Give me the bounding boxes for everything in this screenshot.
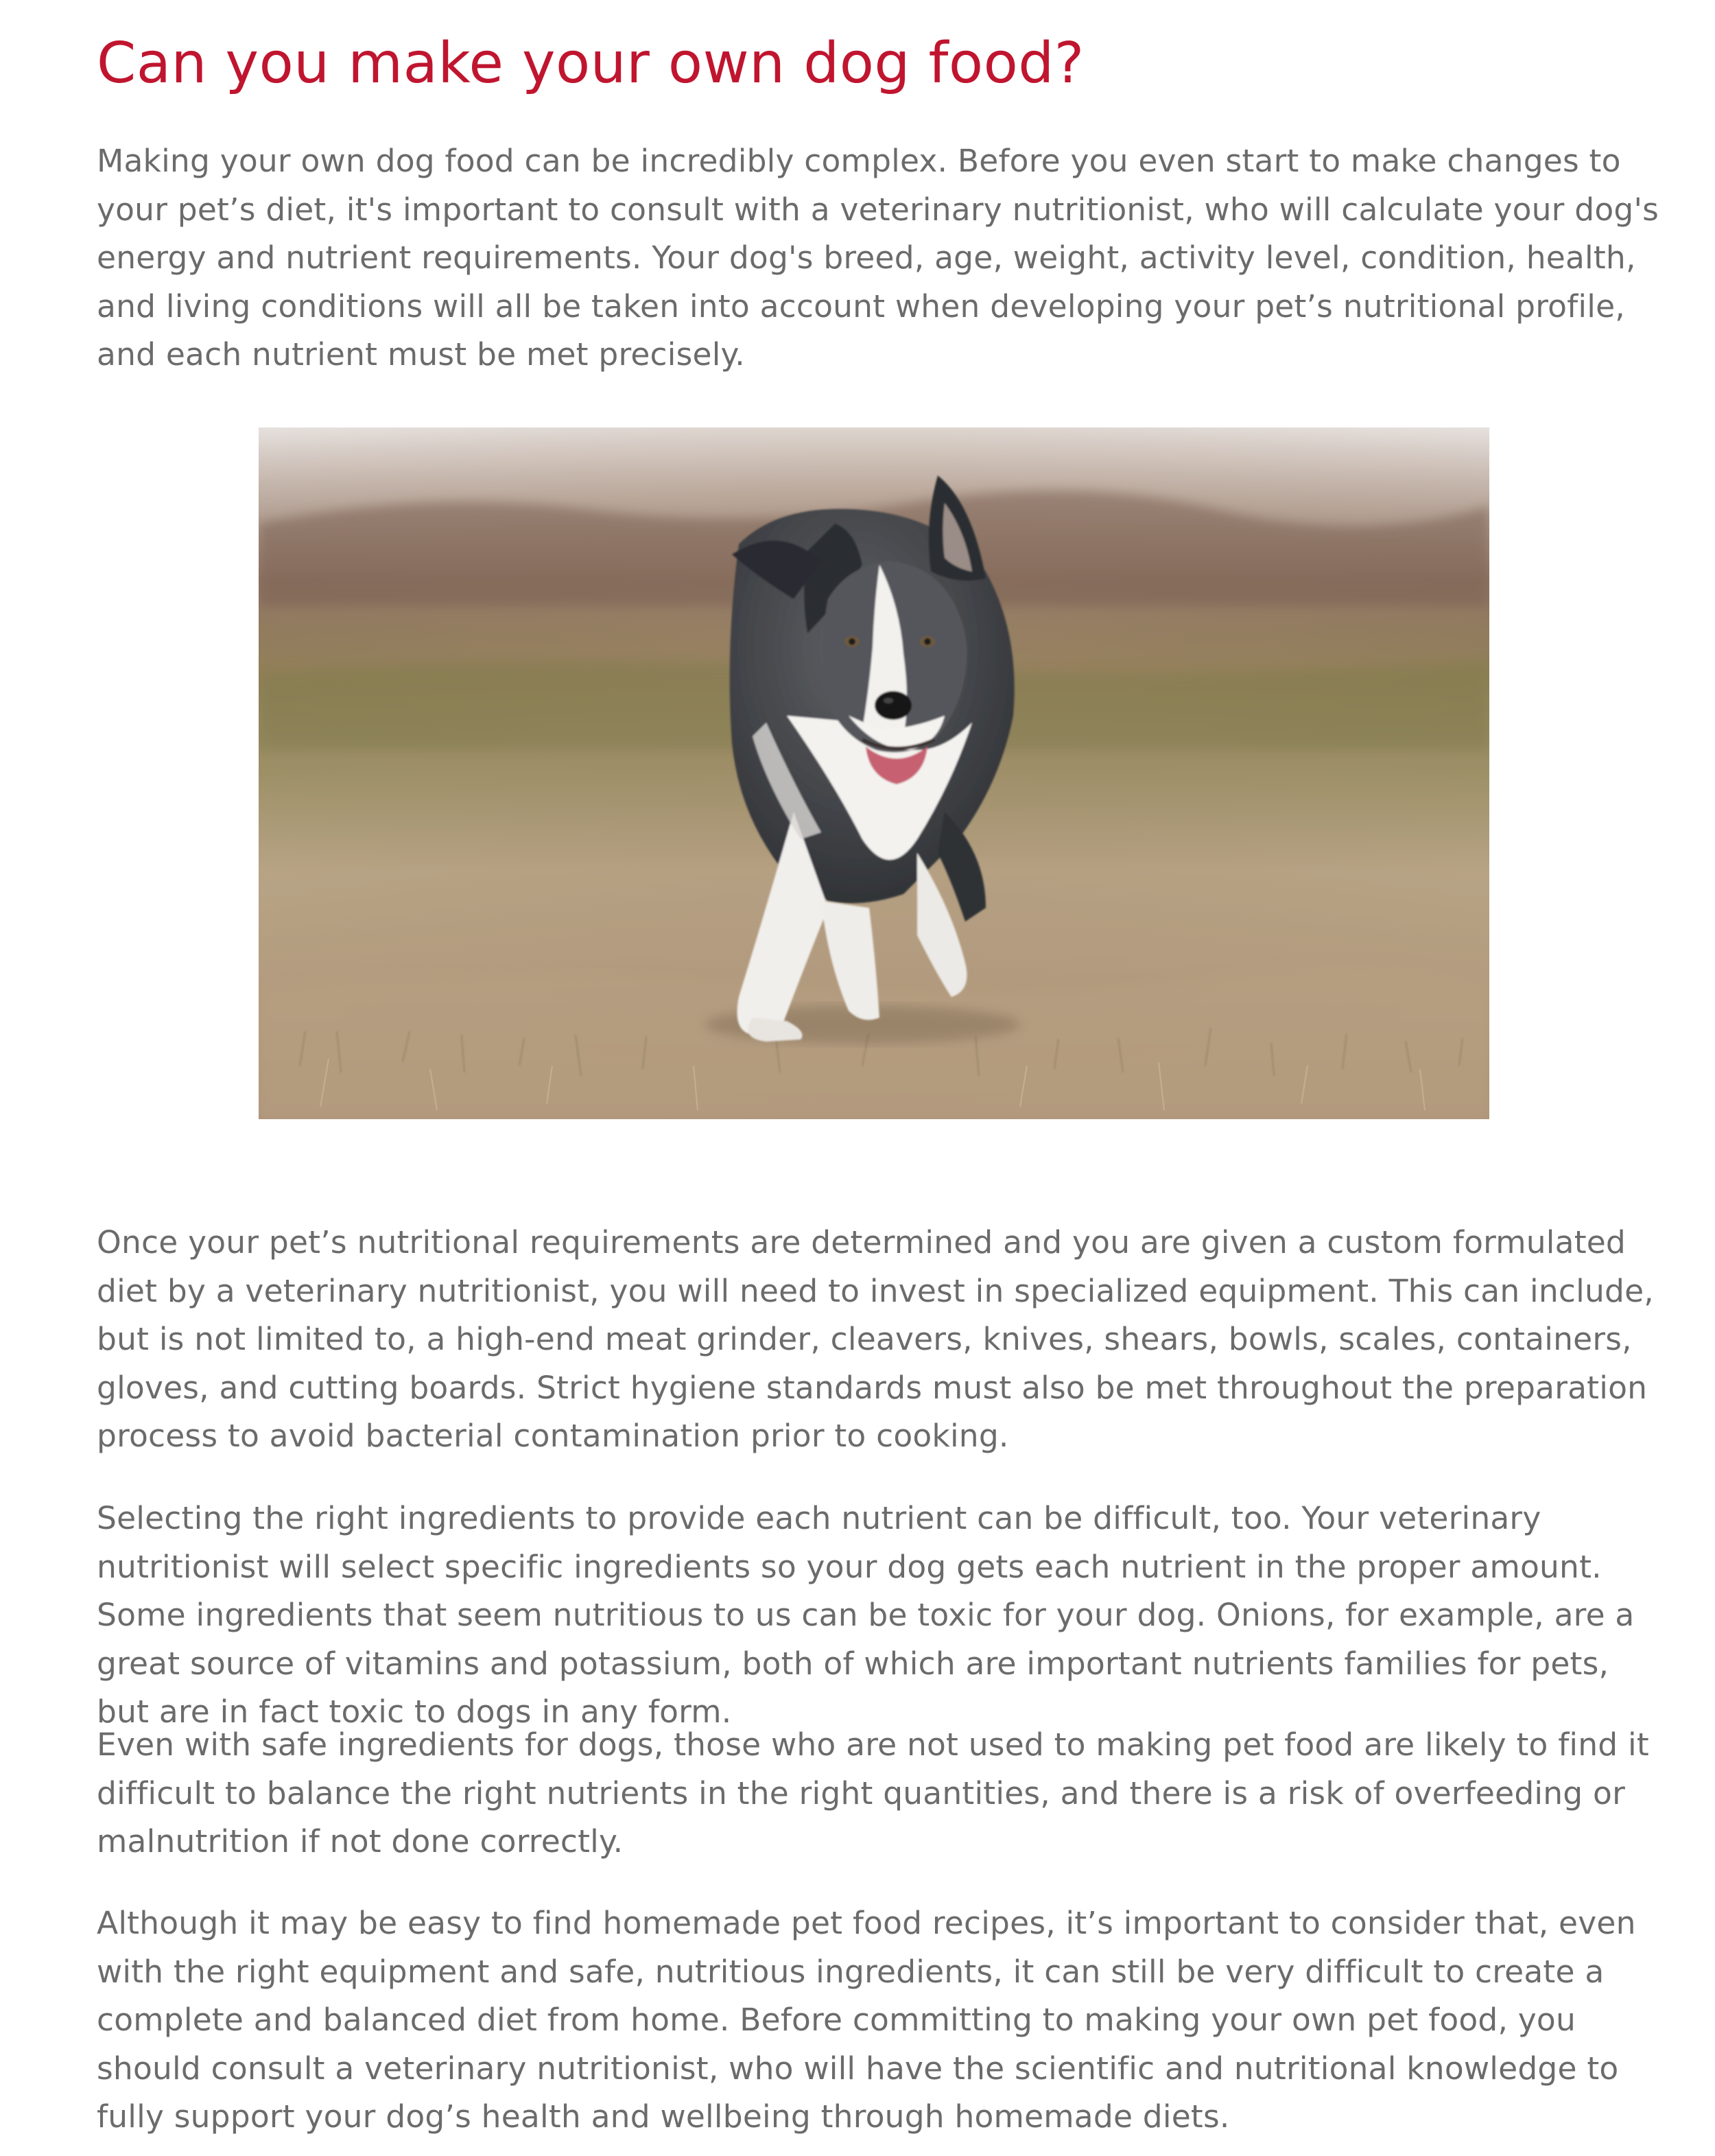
article-title: Can you make your own dog food?	[97, 31, 1085, 96]
border-collie-photo	[259, 427, 1489, 1119]
paragraph-ingredients: Selecting the right ingredients to provide each nutrient can be difficult, too. Your veterinary nutritionist will select specific ingredients so your dog gets each nutrient in the proper amount. Some ingredients that seem nutritious to us can be toxic for your dog. Onions, for example, are a great source of vitamins and potassium, both of which are important nutrients families for pets, but are in fact toxic to dogs in any form.	[97, 1500, 1635, 1730]
paragraph-balance: Even with safe ingredients for dogs, those who are not used to making pet food are likely to find it difficult to balance the right nutrients in the right quantities, and there is a risk of overfeeding or malnutrition if not done correctly.	[97, 1726, 1649, 1860]
paragraph-equipment: Once your pet’s nutritional requirements are determined and you are given a custom formulated diet by a veterinary nutritionist, you will need to invest in specialized equipment. This can include, but is not limited to, a high-end meat grinder, cleavers, knives, shears, bowls, scales, containers, gloves, and cutting boards. Strict hygiene standards must also be met throughout the preparation process to avoid bacterial contamination prior to cooking.	[97, 1224, 1654, 1454]
paragraph-intro: Making your own dog food can be incredibly complex. Before you even start to make changes to your pet’s diet, it's important to consult with a veterinary nutritionist, who will calculate your dog's energy and nutrient requirements. Your dog's breed, age, weight, activity level, condition, health, and living conditions will all be taken into account when developing your pet’s nutritional profile, and each nutrient must be met precisely.	[97, 143, 1659, 373]
paragraph-conclusion: Although it may be easy to find homemade pet food recipes, it’s important to consider that, even with the right equipment and safe, nutritious ingredients, it can still be very difficult to create a complete and balanced diet from home. Before committing to making your own pet food, you should consult a veterinary nutritionist, who will have the scientific and nutritional knowledge to fully support your dog’s health and wellbeing through homemade diets.	[97, 1905, 1636, 2135]
